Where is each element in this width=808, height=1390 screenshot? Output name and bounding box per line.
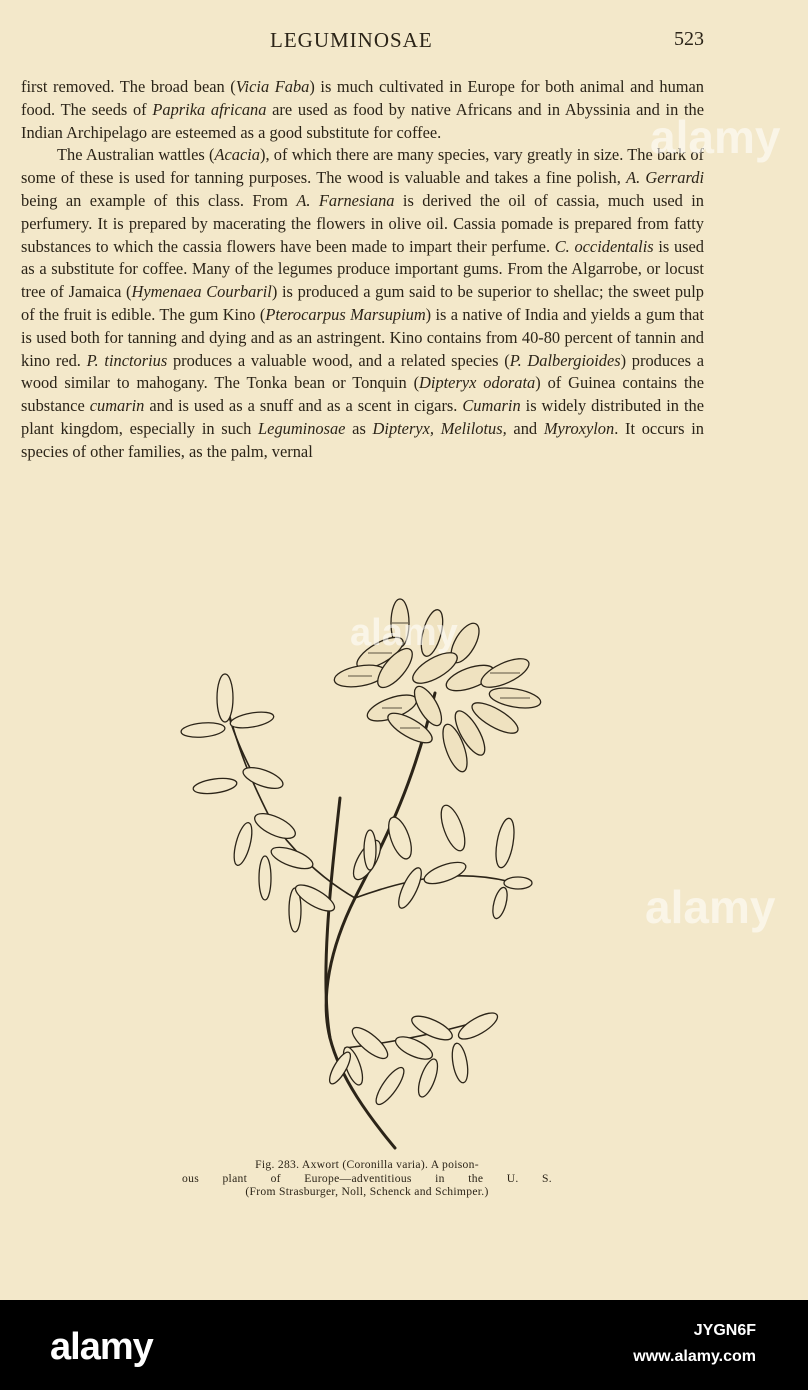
figure-caption bbox=[182, 1158, 552, 1199]
watermark-right-mid: alamy bbox=[645, 881, 776, 933]
caption-line-1: Fig. 283. Axwort (Coronilla varia). A poison- bbox=[255, 1158, 479, 1171]
alamy-logo: alamy bbox=[50, 1326, 153, 1368]
body-text bbox=[21, 76, 704, 464]
image-id: JYGN6F bbox=[693, 1322, 756, 1339]
page-header bbox=[0, 28, 808, 54]
watermark-right-top: alamy bbox=[650, 111, 781, 163]
watermark-center: alamy bbox=[350, 612, 458, 654]
site-url: www.alamy.com bbox=[633, 1348, 756, 1365]
stock-footer-bar bbox=[0, 1300, 808, 1390]
page-number: 523 bbox=[674, 28, 704, 50]
caption-line-2: ous plant of Europe—adventitious in the U. S. bbox=[182, 1171, 552, 1185]
paragraph-1: first removed. The broad bean (Vicia Faba) is much cultivated in Europe for both animal and human food. The seeds of Paprika africana are used as food by native Africans and in Abyssinia and in the Indian Archipelago are esteemed as a good substitute for coffee. bbox=[21, 77, 705, 142]
caption-line-3: (From Strasburger, Noll, Schenck and Schimper.) bbox=[245, 1185, 489, 1198]
paragraph-2: The Australian wattles (Acacia), of which there are many species, vary greatly in size. The bark of some of these is used for tanning purposes. The wood is valuable and takes a fine polish, A. Gerrardi being an example of this class. From A. Farnesiana is derived the oil of cassia, much used in perfumery. It is prepared by macerating the flowers in olive oil. Cassia pomade is prepared from fatty substances to which the cassia flowers have been made to impart their perfume. C. occidentalis is used as a substitute for coffee. Many of the legumes produce important gums. From the Algarrobe, or locust tree of Jamaica (Hymenaea Courbaril) is produced a gum said to be superior to shellac; the sweet pulp of the fruit is edible. The gum Kino (Pterocarpus Marsupium) is a native of India and yields a gum that is used both for tanning and dying and as an astringent. Kino contains from 40-80 percent of tannin and kino red. P. tinctorius produces a valuable wood, and a related species (P. Dalbergioides) produces a wood similar to mahogany. The Tonka bean or Tonquin (Dipteryx odorata) of Guinea contains the substance cumarin and is used as a snuff and as a scent in cigars. Cumarin is widely distributed in the plant kingdom, especially in such Leguminosae as Dipteryx, Melilotus, and Myroxylon. It occurs in species of other families, as the palm, vernal bbox=[21, 145, 705, 461]
running-head: LEGUMINOSAE bbox=[270, 28, 433, 52]
axwort-illustration bbox=[170, 598, 550, 1158]
